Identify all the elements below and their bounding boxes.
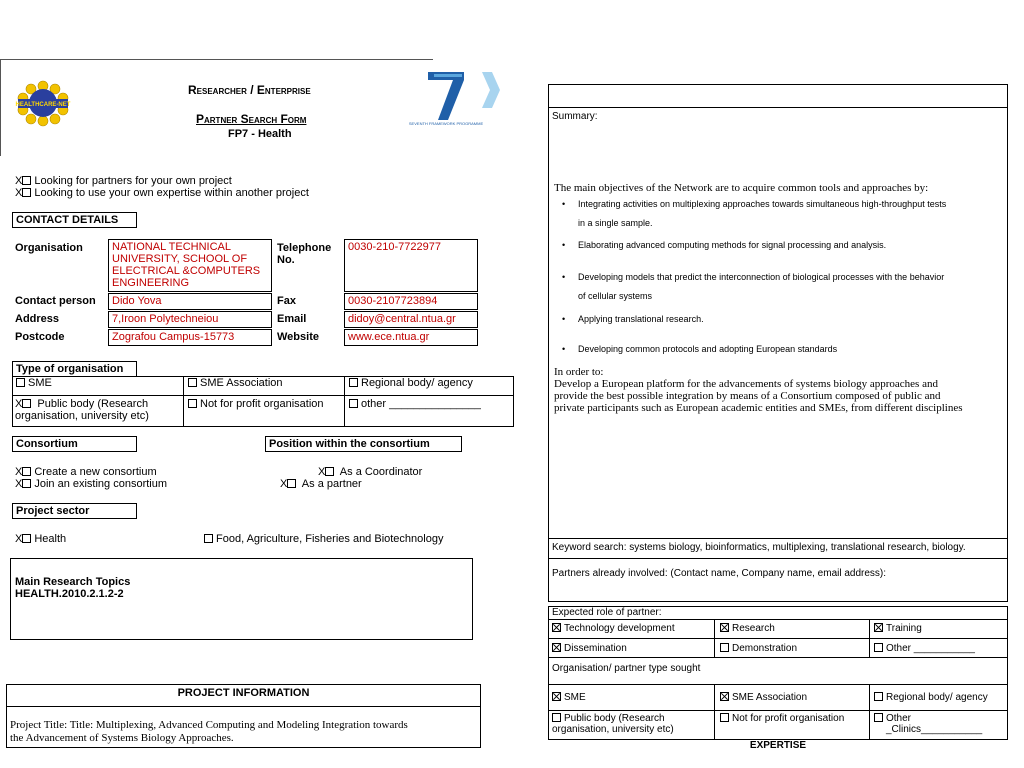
- role-other: Other ___________: [874, 643, 975, 654]
- objective-item: • Applying translational research.: [562, 314, 704, 324]
- org-type-public-body: X Public body (Research organisation, university etc): [15, 398, 149, 422]
- partner-type-other: Other _Clinics___________: [874, 713, 982, 735]
- checkbox-tech[interactable]: [552, 623, 561, 632]
- header-top-line: [0, 59, 433, 60]
- checkbox-partner[interactable]: [287, 479, 296, 488]
- website-label: Website: [277, 331, 319, 343]
- consortium-join: X Join an existing consortium: [15, 478, 168, 490]
- telephone-value: 0030-210-7722977: [344, 239, 478, 292]
- checkbox-partner-public[interactable]: [552, 713, 561, 722]
- org-type-other: other _______________: [349, 398, 481, 410]
- fax-label: Fax: [277, 295, 296, 307]
- consortium-heading: Consortium: [12, 436, 137, 452]
- checkbox-create-consortium[interactable]: [22, 467, 31, 476]
- expertise-heading: EXPERTISE: [749, 740, 807, 751]
- fax-value: 0030-2107723894: [344, 293, 478, 310]
- telephone-label: Telephone No.: [277, 242, 332, 266]
- option-own-project: X Looking for partners for your own project: [15, 175, 232, 187]
- contact-person-label: Contact person: [15, 295, 96, 307]
- checkbox-partner-sme[interactable]: [552, 692, 561, 701]
- partner-type-sme-association: SME Association: [720, 692, 807, 703]
- summary-intro: The main objectives of the Network are to acquire common tools and approaches by:: [554, 182, 929, 194]
- form-subtitle: Partner Search Form: [196, 112, 307, 126]
- email-label: Email: [277, 313, 307, 325]
- checkbox-training[interactable]: [874, 623, 883, 632]
- role-demonstration: Demonstration: [720, 643, 797, 654]
- organisation-value: NATIONAL TECHNICAL UNIVERSITY, SCHOOL OF ELECTRICAL &COMPUTERS ENGINEERING: [108, 239, 272, 292]
- checkbox-join-consortium[interactable]: [22, 479, 31, 488]
- role-training: Training: [874, 623, 922, 634]
- form-program: FP7 - Health: [228, 128, 292, 140]
- research-topics-heading: Main Research Topics: [15, 576, 131, 588]
- form-title: Researcher / Enterprise: [188, 83, 311, 97]
- checkbox-other[interactable]: [349, 399, 358, 408]
- checkbox-dissemination[interactable]: [552, 643, 561, 652]
- option-other-project: X Looking to use your own expertise within another project: [15, 187, 309, 199]
- address-label: Address: [15, 313, 60, 325]
- org-type-heading: Type of organisation: [12, 361, 137, 377]
- website-value: www.ece.ntua.gr: [344, 329, 478, 346]
- postcode-label: Postcode: [15, 331, 65, 343]
- project-title: Project Title: Title: Multiplexing, Advanced Computing and Modeling Integration towards the Advancement of Systems Biology Approaches.: [10, 719, 408, 744]
- position-partner: X As a partner: [280, 478, 362, 490]
- contact-person-value: Dido Yova: [108, 293, 272, 310]
- checkbox-regional[interactable]: [349, 378, 358, 387]
- sector-food: Food, Agriculture, Fisheries and Biotechnology: [204, 533, 443, 545]
- research-topics-code: HEALTH.2010.2.1.2-2: [15, 588, 124, 600]
- project-info-heading: PROJECT INFORMATION: [177, 687, 310, 699]
- mark-x: X: [15, 175, 23, 187]
- partner-type-public: Public body (Research organisation, university etc): [552, 713, 674, 735]
- checkbox-public-body[interactable]: [22, 399, 31, 408]
- expected-role-label: Expected role of partner:: [552, 607, 662, 618]
- consortium-create: X Create a new consortium: [15, 466, 157, 478]
- partners-involved: Partners already involved: (Contact name, Company name, email address):: [552, 568, 887, 579]
- checkbox-health[interactable]: [22, 534, 31, 543]
- in-order-to: In order to: Develop a European platform for the advancements of systems biology approaches and provide the best possible integration by means of a Consortium composed of public and private participants such as European academic entities and SMEs, from different disciplines: [554, 366, 963, 414]
- checkbox-not-for-profit[interactable]: [188, 399, 197, 408]
- project-info-divider: [6, 706, 481, 707]
- checkbox-other-project[interactable]: [22, 188, 31, 197]
- sector-heading: Project sector: [12, 503, 137, 519]
- svg-text:HEALTHCARE-NET: HEALTHCARE-NET: [15, 102, 71, 108]
- objective-item: • Elaborating advanced computing methods for signal processing and analysis.: [562, 240, 887, 250]
- svg-text:SEVENTH FRAMEWORK PROGRAMME: SEVENTH FRAMEWORK PROGRAMME: [408, 121, 484, 126]
- partner-type-regional: Regional body/ agency: [874, 692, 988, 703]
- consortium-logo-icon: [14, 80, 72, 126]
- org-type-regional: Regional body/ agency: [349, 377, 473, 389]
- partner-type-label: Organisation/ partner type sought: [552, 663, 701, 674]
- checkbox-partner-sme-association[interactable]: [720, 692, 729, 701]
- objective-item: • Integrating activities on multiplexing approaches towards simultaneous high-throughput tests in a single sample.: [562, 199, 947, 228]
- mark-x: X: [15, 187, 23, 199]
- partners-row: [548, 558, 1008, 602]
- right-frame: [548, 84, 1008, 539]
- postcode-value: Zografou Campus-15773: [108, 329, 272, 346]
- partner-type-sme: SME: [552, 692, 586, 703]
- checkbox-partner-regional[interactable]: [874, 692, 883, 701]
- checkbox-sme[interactable]: [16, 378, 25, 387]
- sector-health: X Health: [15, 533, 67, 545]
- position-heading: Position within the consortium: [265, 436, 462, 452]
- partner-type-not-for-profit: Not for profit organisation: [720, 713, 844, 724]
- checkbox-partner-not-for-profit[interactable]: [720, 713, 729, 722]
- fp7-logo-icon: [408, 68, 504, 126]
- org-type-not-for-profit: Not for profit organisation: [188, 398, 324, 410]
- checkbox-demonstration[interactable]: [720, 643, 729, 652]
- role-dissemination: Dissemination: [552, 643, 627, 654]
- objective-item: • Developing models that predict the interconnection of biological processes with the behavior of cellular systems: [562, 272, 945, 301]
- checkbox-partner-other[interactable]: [874, 713, 883, 722]
- organisation-label: Organisation: [15, 242, 83, 254]
- address-value: 7,Iroon Polytechneiou: [108, 311, 272, 328]
- checkbox-sme-association[interactable]: [188, 378, 197, 387]
- checkbox-research[interactable]: [720, 623, 729, 632]
- objective-item: • Developing common protocols and adopting European standards: [562, 344, 838, 354]
- org-type-sme: SME: [16, 377, 52, 389]
- role-research: Research: [720, 623, 775, 634]
- keyword-search: Keyword search: systems biology, bioinformatics, multiplexing, translational research, biology.: [552, 542, 966, 553]
- email-value: didoy@central.ntua.gr: [344, 311, 478, 328]
- org-type-sme-association: SME Association: [188, 377, 283, 389]
- right-frame-top-divider: [548, 107, 1008, 108]
- header-left-line: [0, 59, 1, 156]
- position-coordinator: X As a Coordinator: [318, 466, 423, 478]
- summary-label: Summary:: [552, 111, 598, 122]
- checkbox-food[interactable]: [204, 534, 213, 543]
- right-page: [548, 84, 1008, 754]
- checkbox-coordinator[interactable]: [325, 467, 334, 476]
- checkbox-role-other[interactable]: [874, 643, 883, 652]
- checkbox-own-project[interactable]: [22, 176, 31, 185]
- role-tech: Technology development: [552, 623, 675, 634]
- contact-details-heading: CONTACT DETAILS: [12, 212, 137, 228]
